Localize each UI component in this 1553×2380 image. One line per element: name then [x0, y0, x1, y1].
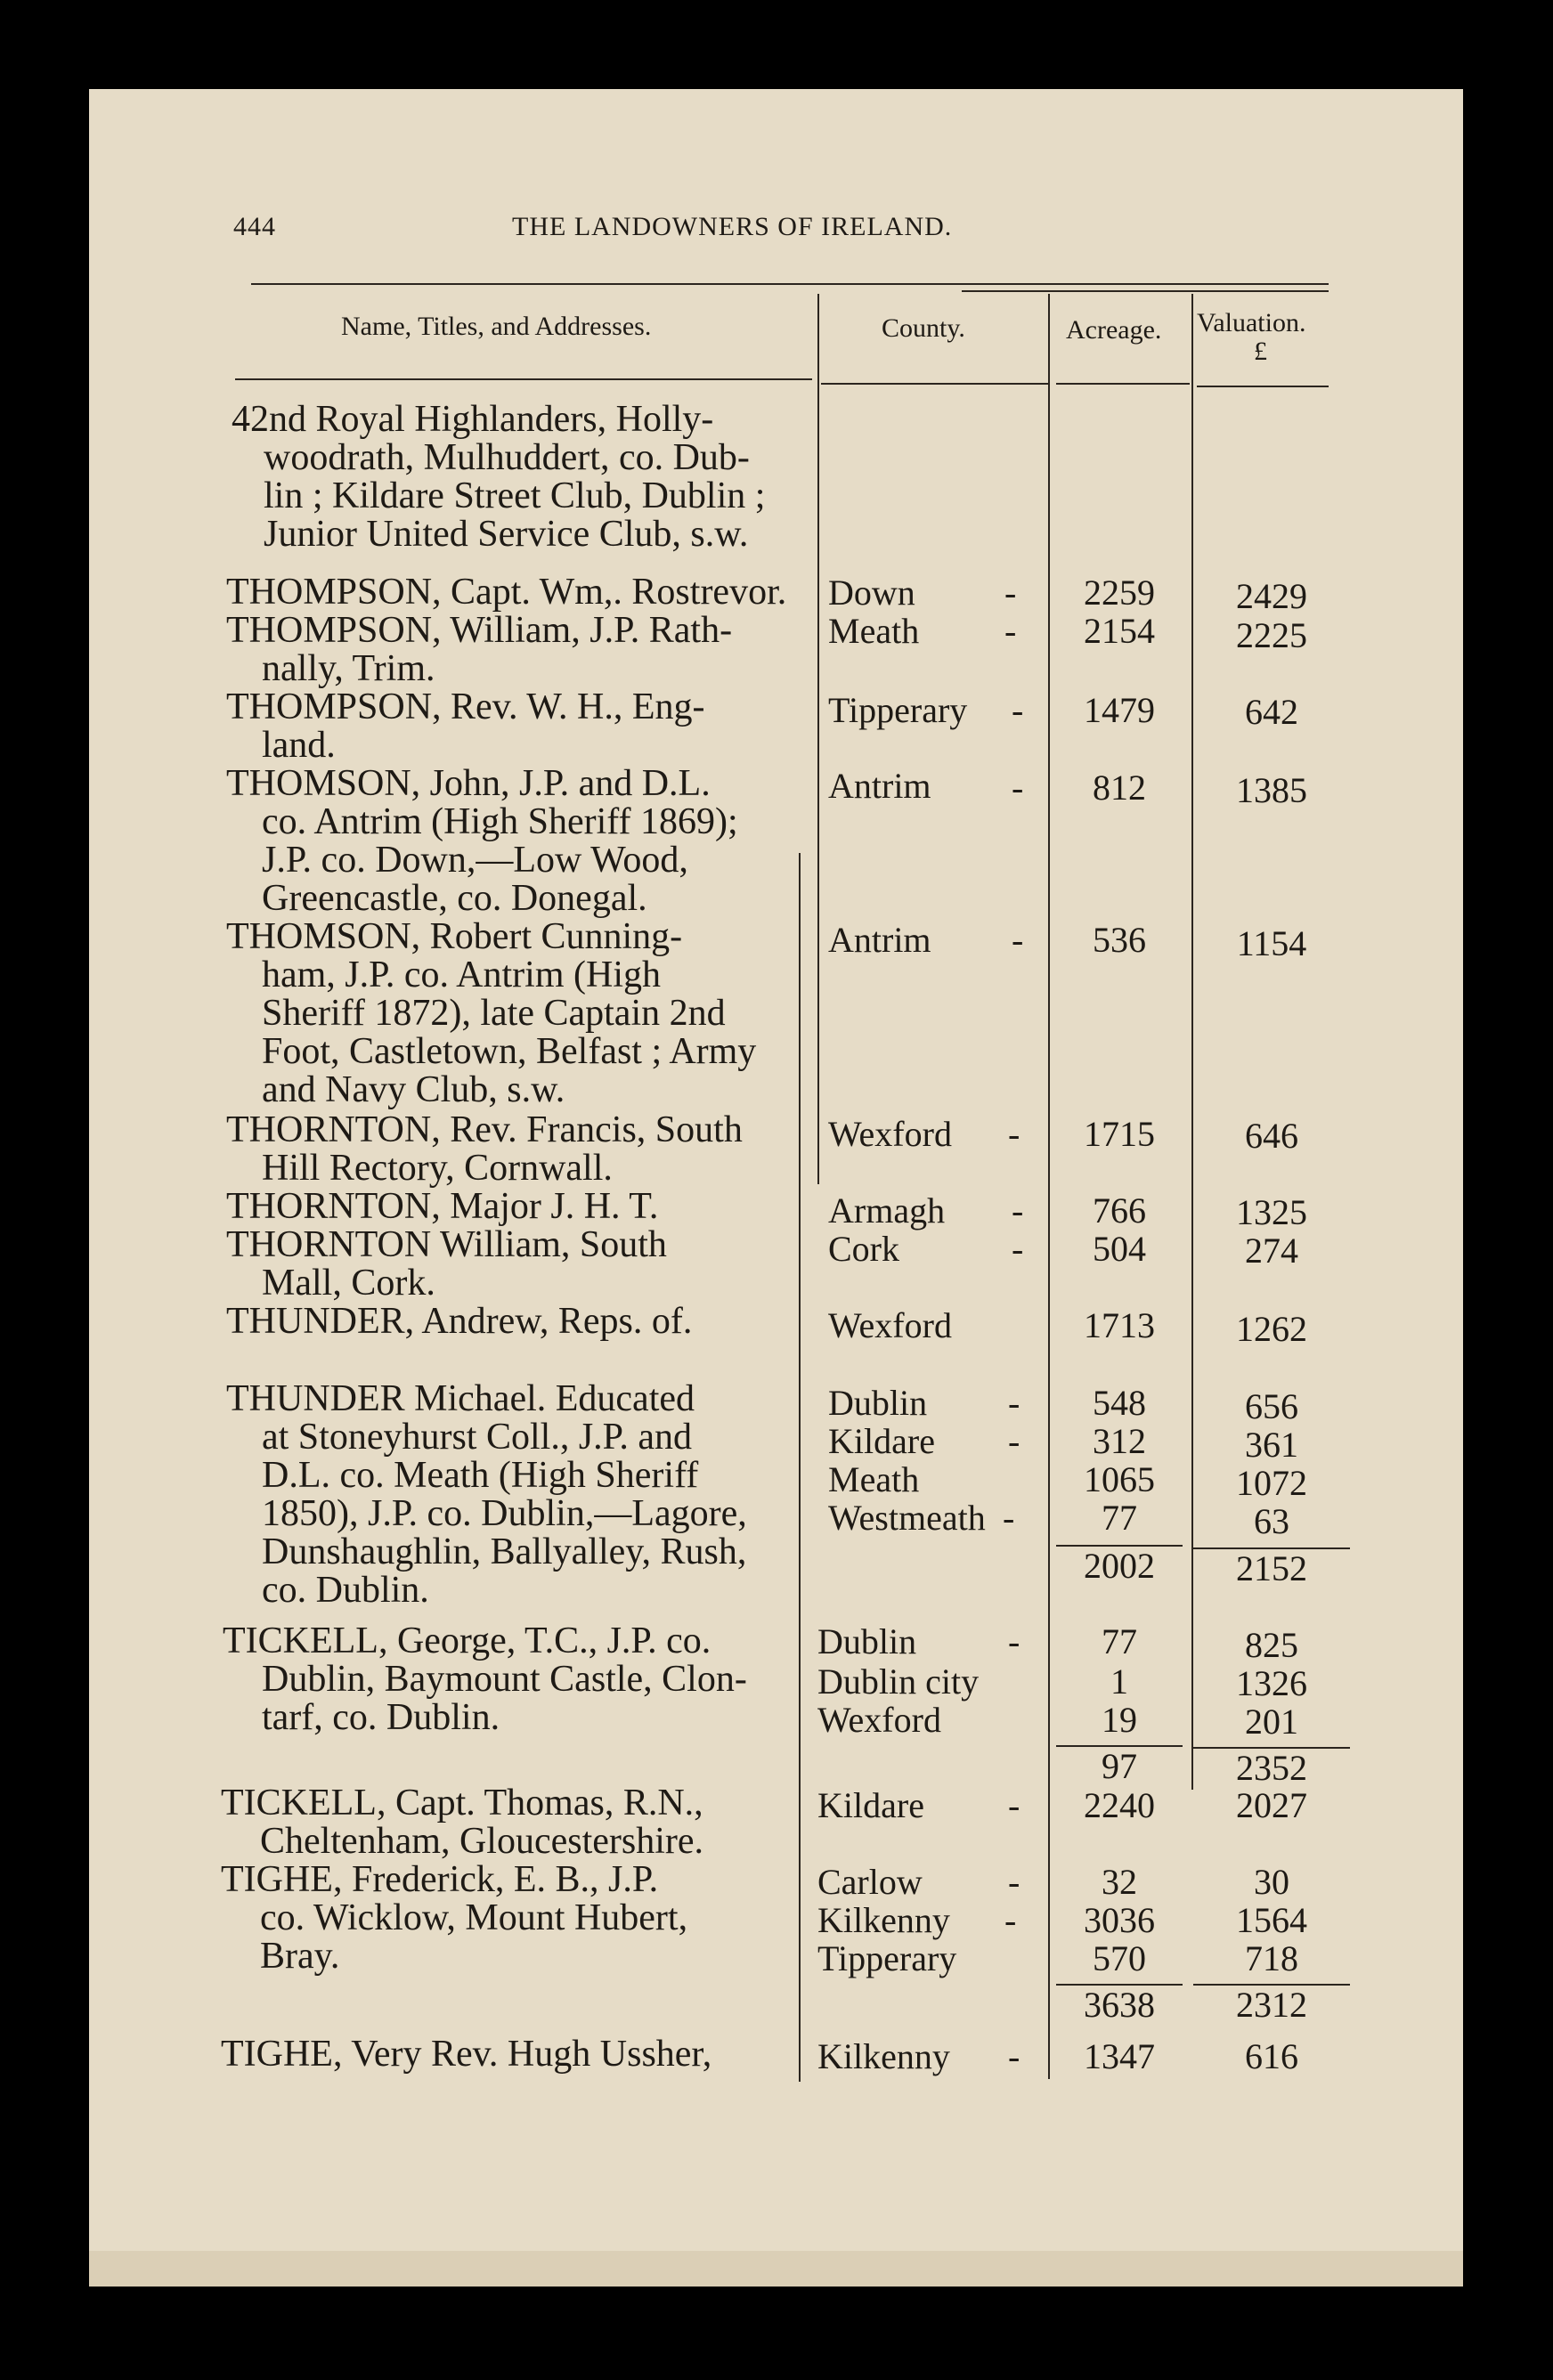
entry-name: THOMPSON, William, J.P. Rath- nally, Trim.: [226, 610, 733, 689]
acreage-cell: 2154: [1084, 611, 1155, 651]
valuation-cell: 201: [1245, 1702, 1298, 1742]
county-cell: Cork: [828, 1229, 899, 1269]
dash: -: [1012, 690, 1024, 730]
county-cell: Meath: [828, 1459, 920, 1499]
dash: -: [1012, 920, 1024, 960]
valuation-cell: 2225: [1236, 615, 1307, 655]
dash: -: [1004, 611, 1017, 651]
county-cell: Dublin city: [817, 1661, 980, 1702]
acreage-cell: 1: [1110, 1661, 1128, 1702]
column-rule-county-lower: [799, 853, 801, 2082]
acreage-cell: 312: [1093, 1421, 1146, 1461]
acreage-cell: 1065: [1084, 1459, 1155, 1499]
acreage-cell: 3036: [1084, 1900, 1155, 1940]
dash: -: [1012, 768, 1024, 808]
header-underline-county: [821, 383, 1048, 385]
valuation-cell: 616: [1245, 2036, 1298, 2076]
acreage-cell: 32: [1102, 1862, 1137, 1902]
county-cell: Meath: [828, 611, 920, 651]
valuation-cell: 274: [1245, 1231, 1298, 1271]
dash: -: [1003, 1498, 1015, 1538]
entry-name: THOMPSON, Rev. W. H., Eng- land.: [226, 686, 705, 766]
county-cell: Dublin: [817, 1621, 917, 1661]
acreage-cell: 570: [1093, 1938, 1146, 1978]
dash: -: [1008, 1785, 1020, 1825]
entry-name: TICKELL, George, T.C., J.P. co. Dublin, Baymount Castle, Clon- tarf, co. Dublin.: [223, 1621, 747, 1738]
valuation-cell: 2027: [1236, 1785, 1307, 1825]
acreage-total: 2002: [1056, 1545, 1183, 1585]
column-header-valuation-unit: £: [1254, 337, 1267, 366]
valuation-cell: 1385: [1236, 770, 1307, 810]
header-underline-name: [235, 378, 812, 380]
valuation-cell: 1326: [1236, 1663, 1307, 1703]
entry-name: THORNTON, Rev. Francis, South Hill Rectory, Cornwall.: [226, 1109, 743, 1189]
acreage-cell: 548: [1093, 1383, 1146, 1423]
column-header-acreage: Acreage.: [1066, 315, 1162, 345]
dash: -: [1012, 1229, 1024, 1269]
table-top-rule-right: [962, 290, 1329, 292]
county-cell: Kilkenny: [817, 1900, 950, 1940]
column-rule-acreage: [1048, 294, 1050, 2079]
acreage-cell: 2259: [1084, 573, 1155, 613]
county-cell: Antrim: [828, 920, 931, 960]
acreage-total: 97: [1056, 1745, 1183, 1785]
dash: -: [1008, 1421, 1020, 1461]
acreage-cell: 1713: [1084, 1305, 1155, 1345]
county-cell: Tipperary: [828, 690, 968, 730]
acreage-total: 3638: [1056, 1984, 1183, 2024]
acreage-cell: 812: [1093, 768, 1146, 808]
valuation-cell: 825: [1245, 1625, 1298, 1665]
county-cell: Antrim: [828, 766, 931, 806]
valuation-cell: 1564: [1236, 1900, 1307, 1940]
county-cell: Kilkenny: [817, 2036, 950, 2076]
entry-name: THORNTON William, South Mall, Cork.: [226, 1224, 667, 1304]
valuation-cell: 63: [1254, 1501, 1289, 1541]
entry-name: THUNDER Michael. Educated at Stoneyhurst Coll., J.P. and D.L. co. Meath (High Sheriff 1850), J.P. co. Dublin,—Lagore, Dunshaughlin, Ballyalley, Rush, co. Dublin.: [226, 1378, 747, 1611]
county-cell: Armagh: [828, 1190, 946, 1231]
entry-name: 42nd Royal Highlanders, Holly- woodrath, Mulhuddert, co. Dub- lin ; Kildare Street Club, Dublin ; Junior United Service Club, s.w.: [232, 399, 766, 555]
valuation-cell: 656: [1245, 1386, 1298, 1426]
valuation-cell: 30: [1254, 1862, 1289, 1902]
valuation-cell: 1154: [1236, 923, 1307, 963]
county-cell: Kildare: [828, 1421, 935, 1461]
acreage-cell: 1479: [1084, 690, 1155, 730]
valuation-total: 2152: [1193, 1547, 1350, 1588]
valuation-cell: 718: [1245, 1938, 1298, 1978]
county-cell: Wexford: [828, 1305, 952, 1345]
acreage-cell: 77: [1102, 1498, 1137, 1538]
dash: -: [1004, 1900, 1017, 1940]
column-header-county: County.: [882, 313, 965, 343]
entry-name: THOMSON, John, J.P. and D.L. co. Antrim (High Sheriff 1869); J.P. co. Down,—Low Wood, Greencastle, co. Donegal.: [226, 763, 738, 919]
entry-name: THOMSON, Robert Cunning- ham, J.P. co. Antrim (High Sheriff 1872), late Captain 2nd Foot, Castletown, Belfast ; Army and Navy Club, s.w.: [226, 916, 757, 1110]
valuation-total: 2352: [1193, 1747, 1350, 1787]
column-header-name: Name, Titles, and Addresses.: [341, 312, 652, 341]
valuation-cell: 1072: [1236, 1463, 1307, 1503]
acreage-cell: 77: [1102, 1621, 1137, 1661]
valuation-cell: 361: [1245, 1425, 1298, 1465]
valuation-cell: 642: [1245, 692, 1298, 732]
dash: -: [1008, 1114, 1020, 1154]
county-cell: Carlow: [817, 1862, 923, 1902]
valuation-cell: 1325: [1236, 1192, 1307, 1232]
running-title: THE LANDOWNERS OF IRELAND.: [512, 212, 953, 241]
valuation-cell: 646: [1245, 1116, 1298, 1156]
acreage-cell: 536: [1093, 920, 1146, 960]
entry-name: TIGHE, Very Rev. Hugh Ussher,: [221, 2034, 712, 2075]
table-top-rule: [251, 283, 1329, 285]
dash: -: [1004, 573, 1017, 613]
acreage-cell: 2240: [1084, 1785, 1155, 1825]
valuation-total: 2312: [1193, 1984, 1350, 2024]
acreage-cell: 19: [1102, 1700, 1137, 1740]
column-header-valuation: Valuation.: [1197, 308, 1306, 337]
entry-name: TICKELL, Capt. Thomas, R.N., Cheltenham, Gloucestershire.: [221, 1783, 704, 1862]
page-number: 444: [233, 212, 276, 241]
acreage-cell: 1715: [1084, 1114, 1155, 1154]
acreage-cell: 504: [1093, 1229, 1146, 1269]
county-cell: Kildare: [817, 1785, 924, 1825]
valuation-cell: 2429: [1236, 576, 1307, 616]
entry-name: THOMPSON, Capt. Wm,. Rostrevor.: [226, 572, 787, 613]
dash: -: [1008, 1862, 1020, 1902]
acreage-cell: 1347: [1084, 2036, 1155, 2076]
column-rule-county: [817, 294, 819, 1184]
dash: -: [1008, 2036, 1020, 2076]
entry-name: THORNTON, Major J. H. T.: [226, 1186, 659, 1227]
county-cell: Westmeath: [828, 1498, 986, 1538]
entry-name: THUNDER, Andrew, Reps. of.: [226, 1301, 693, 1342]
header-underline-acreage: [1056, 383, 1190, 385]
county-cell: Tipperary: [817, 1938, 957, 1978]
county-cell: Wexford: [817, 1700, 941, 1740]
county-cell: Dublin: [828, 1383, 928, 1423]
valuation-cell: 1262: [1236, 1309, 1307, 1349]
entry-name: TIGHE, Frederick, E. B., J.P. co. Wicklow, Mount Hubert, Bray.: [221, 1859, 688, 1977]
dash: -: [1012, 1190, 1024, 1231]
header-underline-valuation: [1197, 386, 1329, 387]
acreage-cell: 766: [1093, 1190, 1146, 1231]
dash: -: [1008, 1383, 1020, 1423]
county-cell: Down: [828, 573, 915, 613]
dash: -: [1008, 1621, 1020, 1661]
county-cell: Wexford: [828, 1114, 952, 1154]
